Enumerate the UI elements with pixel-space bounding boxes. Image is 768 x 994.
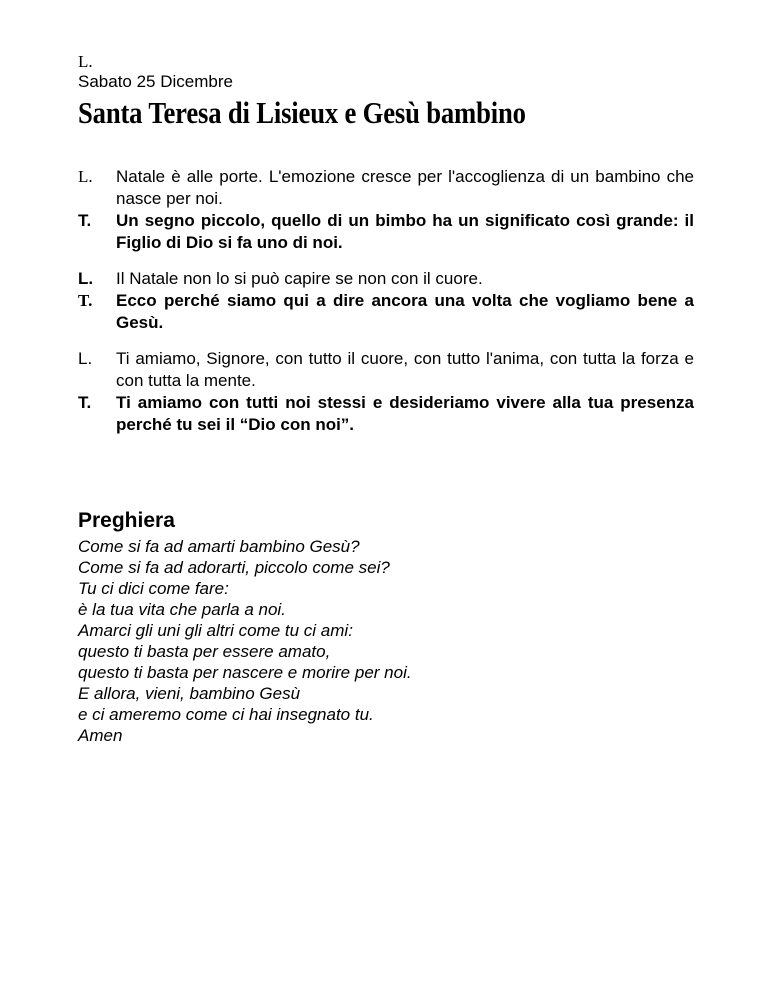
prayer-line: Amen	[78, 726, 123, 745]
dialogue-text: Natale è alle porte. L'emozione cresce per l'accoglienza di un bambino che nasce per noi.	[116, 167, 694, 208]
dialogue-line-all	[78, 392, 694, 436]
page-title: Santa Teresa di Lisieux e Gesù bambino	[78, 95, 526, 130]
dialogue-section	[78, 166, 694, 436]
prayer-line: è la tua vita che parla a noi.	[78, 600, 286, 619]
prayer-section	[78, 508, 694, 746]
dialogue-line-reader	[78, 166, 694, 210]
dialogue-block	[78, 166, 694, 254]
prayer-title: Preghiera	[78, 509, 175, 532]
dialogue-line-reader	[78, 268, 694, 290]
prayer-line: Come si fa ad amarti bambino Gesù?	[78, 537, 360, 556]
dialogue-line-all	[78, 210, 694, 254]
top-mark: L.	[78, 52, 93, 71]
dialogue-line-reader	[78, 348, 694, 392]
document-page	[78, 52, 694, 746]
dialogue-block	[78, 348, 694, 436]
prayer-line: e ci ameremo come ci hai insegnato tu.	[78, 705, 374, 724]
speaker-label: T.	[78, 393, 92, 412]
dialogue-line-all	[78, 290, 694, 334]
prayer-line: questo ti basta per essere amato,	[78, 642, 331, 661]
date-line: Sabato 25 Dicembre	[78, 72, 233, 91]
dialogue-block	[78, 268, 694, 334]
prayer-line: Tu ci dici come fare:	[78, 579, 229, 598]
speaker-label: L.	[78, 167, 93, 186]
speaker-label: L.	[78, 269, 94, 288]
dialogue-text: Un segno piccolo, quello di un bimbo ha un significato così grande: il Figlio di Dio si fa uno di noi.	[116, 211, 694, 252]
dialogue-text: Ti amiamo, Signore, con tutto il cuore, con tutto l'anima, con tutta la forza e con tutta la mente.	[116, 349, 694, 390]
prayer-line: Come si fa ad adorarti, piccolo come sei?	[78, 558, 390, 577]
dialogue-text: Il Natale non lo si può capire se non con il cuore.	[116, 269, 483, 288]
dialogue-text: Ecco perché siamo qui a dire ancora una volta che vogliamo bene a Gesù.	[116, 291, 694, 332]
prayer-line: E allora, vieni, bambino Gesù	[78, 684, 301, 703]
dialogue-text: Ti amiamo con tutti noi stessi e desideriamo vivere alla tua presenza perché tu sei il “Dio con noi”.	[116, 393, 694, 434]
prayer-line: questo ti basta per nascere e morire per noi.	[78, 663, 412, 682]
speaker-label: T.	[78, 211, 92, 230]
speaker-label: T.	[78, 291, 93, 310]
speaker-label: L.	[78, 349, 93, 368]
prayer-line: Amarci gli uni gli altri come tu ci ami:	[78, 621, 353, 640]
